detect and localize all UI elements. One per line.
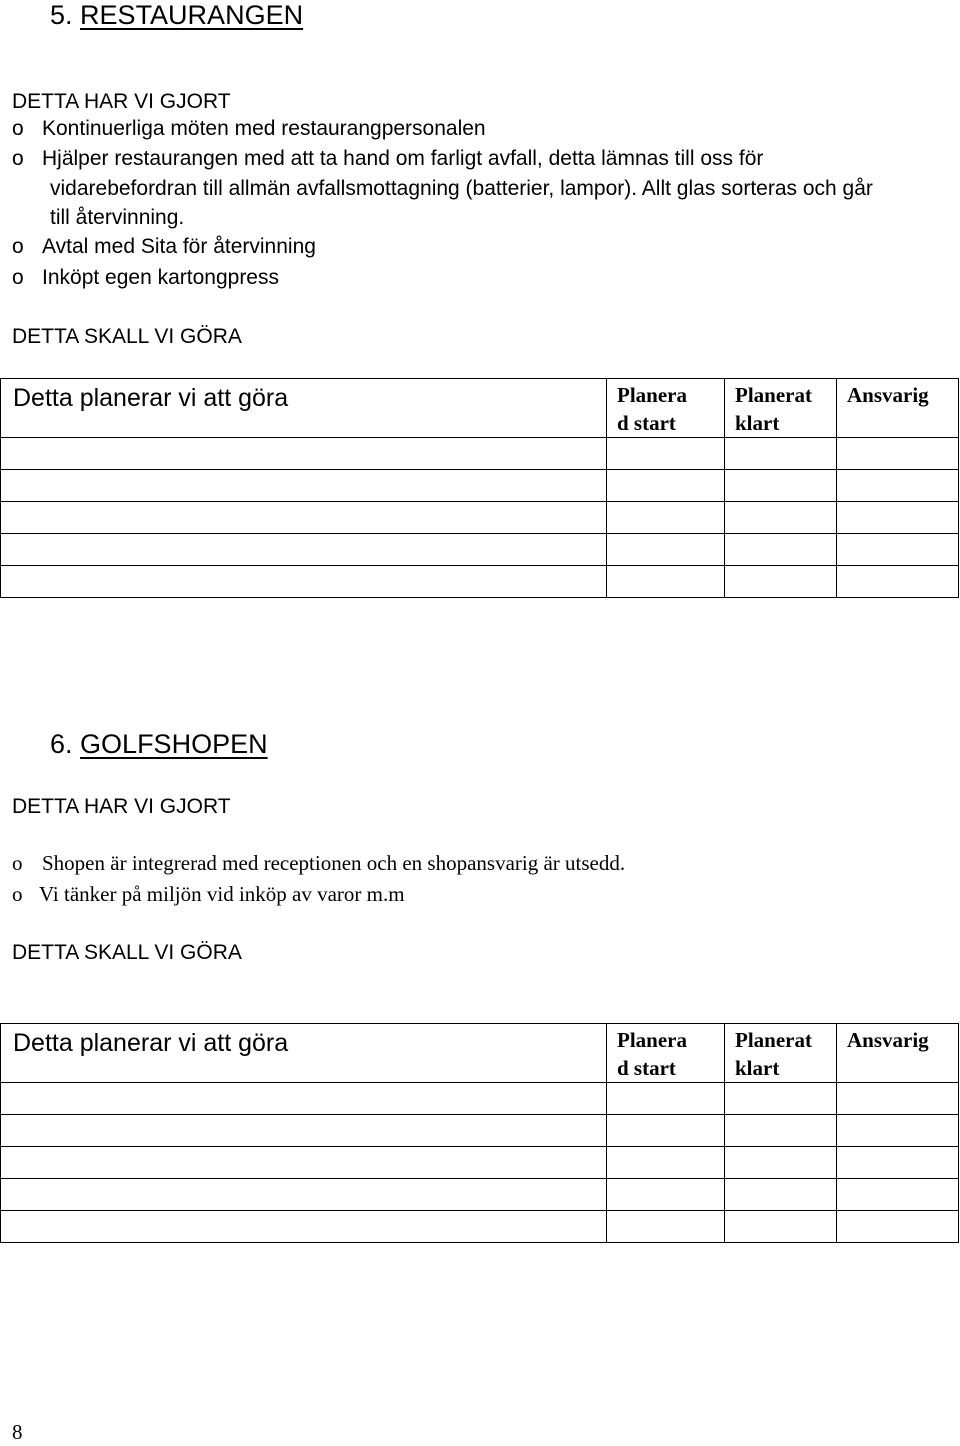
table-cell[interactable] (1, 502, 607, 534)
table-cell[interactable] (1, 438, 607, 470)
table-cell[interactable] (607, 1083, 725, 1115)
table-cell[interactable] (1, 470, 607, 502)
table-cell[interactable] (607, 502, 725, 534)
table-cell[interactable] (837, 1211, 959, 1243)
table-cell[interactable] (725, 470, 837, 502)
list-item-text: Avtal med Sita för återvinning (42, 235, 316, 258)
table-row (1, 1147, 959, 1179)
list-item (12, 849, 625, 877)
table-row (1, 534, 959, 566)
column-header-planned-start (607, 1024, 725, 1083)
list-item (12, 264, 279, 292)
table-cell[interactable] (1, 1211, 607, 1243)
section-5-done-heading: DETTA HAR VI GJORT (12, 90, 231, 113)
table-row (1, 1179, 959, 1211)
section-5-plan-table (0, 378, 959, 598)
table-cell[interactable] (607, 1147, 725, 1179)
list-item (12, 233, 316, 261)
column-header-line: Planerat (735, 383, 812, 407)
table-cell[interactable] (607, 534, 725, 566)
table-cell[interactable] (837, 502, 959, 534)
table-cell[interactable] (837, 438, 959, 470)
column-header-plan: Detta planerar vi att göra (1, 1024, 607, 1083)
table-cell[interactable] (607, 470, 725, 502)
table-cell[interactable] (725, 566, 837, 598)
table-cell[interactable] (607, 1115, 725, 1147)
page-number: 8 (12, 1420, 23, 1444)
section-6-todo-heading: DETTA SKALL VI GÖRA (12, 941, 242, 964)
table-cell[interactable] (725, 1179, 837, 1211)
column-header-line: Planera (617, 383, 687, 407)
table-cell[interactable] (607, 438, 725, 470)
table-cell[interactable] (725, 438, 837, 470)
table-row (1, 1115, 959, 1147)
table-cell[interactable] (725, 502, 837, 534)
table-cell[interactable] (725, 1083, 837, 1115)
bullet-marker: o (12, 117, 24, 140)
table-cell[interactable] (1, 1115, 607, 1147)
column-header-line: d start (617, 1056, 676, 1080)
table-cell[interactable] (837, 470, 959, 502)
table-cell[interactable] (837, 1115, 959, 1147)
column-header-responsible: Ansvarig (837, 379, 959, 438)
column-header-planned-start (607, 379, 725, 438)
column-header-line: klart (735, 411, 780, 435)
list-item (12, 115, 486, 143)
bullet-marker: o (12, 851, 23, 875)
list-item-text: Kontinuerliga möten med restaurangpersonalen (42, 117, 486, 140)
table-cell[interactable] (725, 534, 837, 566)
table-row (1, 502, 959, 534)
section-6-number: 6. (50, 729, 73, 759)
column-header-line: klart (735, 1056, 780, 1080)
section-6-done-heading: DETTA HAR VI GJORT (12, 795, 231, 818)
table-header-row (1, 379, 959, 438)
table-cell[interactable] (837, 566, 959, 598)
column-header-plan: Detta planerar vi att göra (1, 379, 607, 438)
bullet-marker: o (12, 235, 24, 258)
bullet-marker: o (12, 266, 24, 289)
table-cell[interactable] (1, 566, 607, 598)
table-cell[interactable] (725, 1147, 837, 1179)
section-5-todo-heading: DETTA SKALL VI GÖRA (12, 325, 242, 348)
table-cell[interactable] (607, 1211, 725, 1243)
section-6-title-text: GOLFSHOPEN (80, 729, 268, 759)
section-6-title (50, 729, 268, 759)
table-row (1, 1083, 959, 1115)
column-header-planned-done (725, 379, 837, 438)
list-item-text: Shopen är integrerad med receptionen och en shopansvarig är utsedd. (42, 851, 626, 875)
table-cell[interactable] (607, 566, 725, 598)
table-cell[interactable] (725, 1211, 837, 1243)
table-cell[interactable] (1, 534, 607, 566)
column-header-line: d start (617, 411, 676, 435)
table-cell[interactable] (837, 1147, 959, 1179)
table-header-row (1, 1024, 959, 1083)
table-cell[interactable] (1, 1083, 607, 1115)
table-cell[interactable] (837, 1179, 959, 1211)
table-row (1, 438, 959, 470)
section-5-number: 5. (50, 0, 73, 30)
list-item-continuation: vidarebefordran till allmän avfallsmottagning (batterier, lampor). Allt glas sorteras och går (50, 177, 873, 200)
list-item-text: Inköpt egen kartongpress (42, 266, 279, 289)
bullet-marker: o (12, 147, 24, 170)
table-row (1, 1211, 959, 1243)
table-cell[interactable] (837, 1083, 959, 1115)
table-row (1, 470, 959, 502)
section-5-title-text: RESTAURANGEN (80, 0, 304, 30)
bullet-marker: o (12, 882, 23, 906)
table-cell[interactable] (725, 1115, 837, 1147)
column-header-line: Planerat (735, 1028, 812, 1052)
table-cell[interactable] (1, 1179, 607, 1211)
section-6-plan-table (0, 1023, 959, 1243)
list-item (12, 880, 405, 908)
list-item-continuation: till återvinning. (50, 206, 185, 229)
section-5-title (50, 0, 303, 30)
list-item (12, 145, 763, 173)
list-item-text: Vi tänker på miljön vid inköp av varor m.m (39, 882, 405, 906)
table-row (1, 566, 959, 598)
list-item-text: Hjälper restaurangen med att ta hand om farligt avfall, detta lämnas till oss för (42, 147, 764, 170)
column-header-responsible: Ansvarig (837, 1024, 959, 1083)
column-header-line: Planera (617, 1028, 687, 1052)
table-cell[interactable] (607, 1179, 725, 1211)
table-cell[interactable] (1, 1147, 607, 1179)
column-header-planned-done (725, 1024, 837, 1083)
table-cell[interactable] (837, 534, 959, 566)
